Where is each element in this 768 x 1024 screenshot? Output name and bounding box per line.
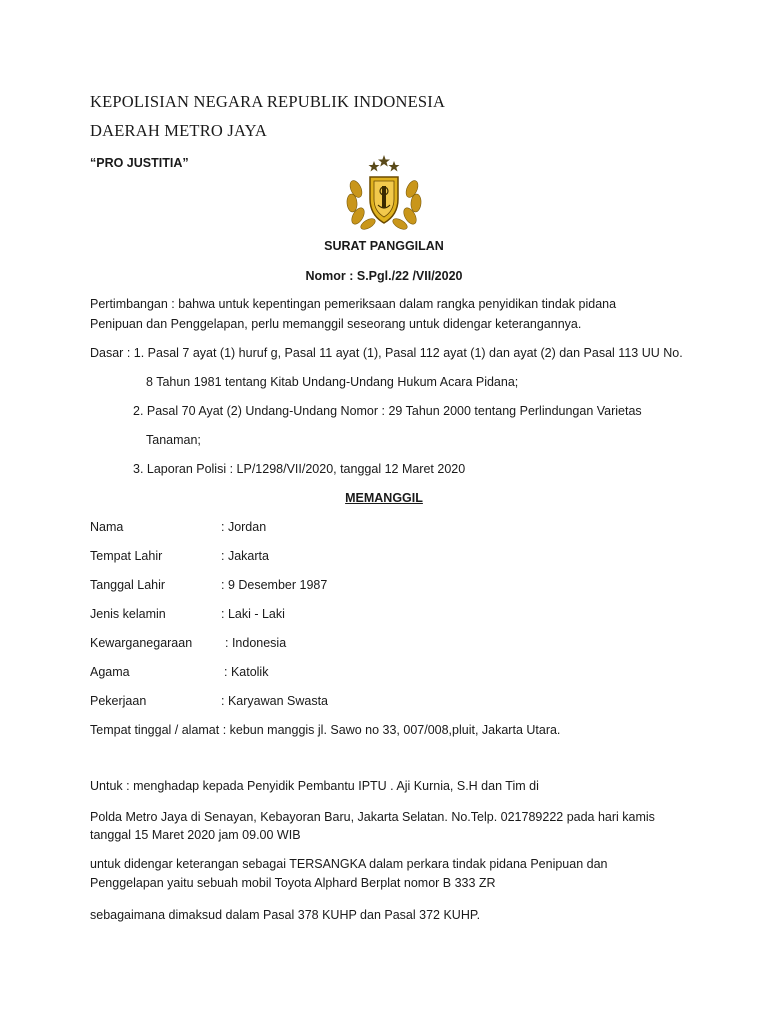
field-value-name: : Jordan [221, 520, 267, 534]
field-label-gender: Jenis kelamin [90, 607, 166, 621]
police-emblem-icon [342, 153, 426, 233]
field-value-occupation: : Karyawan Swasta [221, 694, 328, 708]
field-label-occupation: Pekerjaan [90, 694, 147, 708]
field-label-name: Nama [90, 520, 124, 534]
purpose-line-4: untuk didengar keterangan sebagai TERSANGKA dalam perkara tindak pidana Penipuan dan [90, 857, 608, 871]
purpose-line-2: Polda Metro Jaya di Senayan, Kebayoran Baru, Jakarta Selatan. No.Telp. 021789222 pada hari kamis [90, 810, 655, 824]
letter-title: SURAT PANGGILAN [324, 239, 444, 253]
purpose-line-3: tanggal 15 Maret 2020 jam 09.00 WIB [90, 828, 301, 842]
basis-line-1: Dasar : 1. Pasal 7 ayat (1) huruf g, Pasal 11 ayat (1), Pasal 112 ayat (1) dan ayat (2) dan Pasal 113 UU No. [90, 346, 683, 360]
field-value-gender: : Laki - Laki [221, 607, 285, 621]
consideration-line-2: Penipuan dan Penggelapan, perlu memanggil seseorang untuk didengar keterangannya. [90, 317, 582, 331]
purpose-line-1: Untuk : menghadap kepada Penyidik Pembantu IPTU . Aji Kurnia, S.H dan Tim di [90, 779, 539, 793]
field-label-religion: Agama [90, 665, 130, 679]
field-label-birthdate: Tanggal Lahir [90, 578, 166, 592]
summon-heading: MEMANGGIL [345, 491, 423, 505]
purpose-line-5: Penggelapan yaitu sebuah mobil Toyota Alphard Berplat nomor B 333 ZR [90, 876, 496, 890]
agency-name: KEPOLISIAN NEGARA REPUBLIK INDONESIA [90, 92, 446, 111]
basis-line-5: 3. Laporan Polisi : LP/1298/VII/2020, tanggal 12 Maret 2020 [133, 462, 466, 476]
field-value-birthdate: : 9 Desember 1987 [221, 578, 328, 592]
field-value-nationality: : Indonesia [225, 636, 287, 650]
field-label-birthplace: Tempat Lahir [90, 549, 163, 563]
field-value-birthplace: : Jakarta [221, 549, 269, 563]
consideration-line-1: Pertimbangan : bahwa untuk kepentingan pemeriksaan dalam rangka penyidikan tindak pidana [90, 297, 617, 311]
address-line: Tempat tinggal / alamat : kebun manggis jl. Sawo no 33, 007/008,pluit, Jakarta Utara. [90, 723, 561, 737]
agency-region: DAERAH METRO JAYA [90, 121, 267, 140]
field-label-nationality: Kewarganegaraan [90, 636, 193, 650]
letter-number: Nomor : S.Pgl./22 /VII/2020 [305, 269, 463, 283]
basis-line-4: Tanaman; [146, 433, 201, 447]
purpose-line-6: sebagaimana dimaksud dalam Pasal 378 KUHP dan Pasal 372 KUHP. [90, 908, 481, 922]
basis-line-2: 8 Tahun 1981 tentang Kitab Undang-Undang Hukum Acara Pidana; [146, 375, 519, 389]
pro-justitia-label: “PRO JUSTITIA” [90, 156, 189, 170]
basis-line-3: 2. Pasal 70 Ayat (2) Undang-Undang Nomor : 29 Tahun 2000 tentang Perlindungan Varietas [133, 404, 642, 418]
field-value-religion: : Katolik [224, 665, 269, 679]
